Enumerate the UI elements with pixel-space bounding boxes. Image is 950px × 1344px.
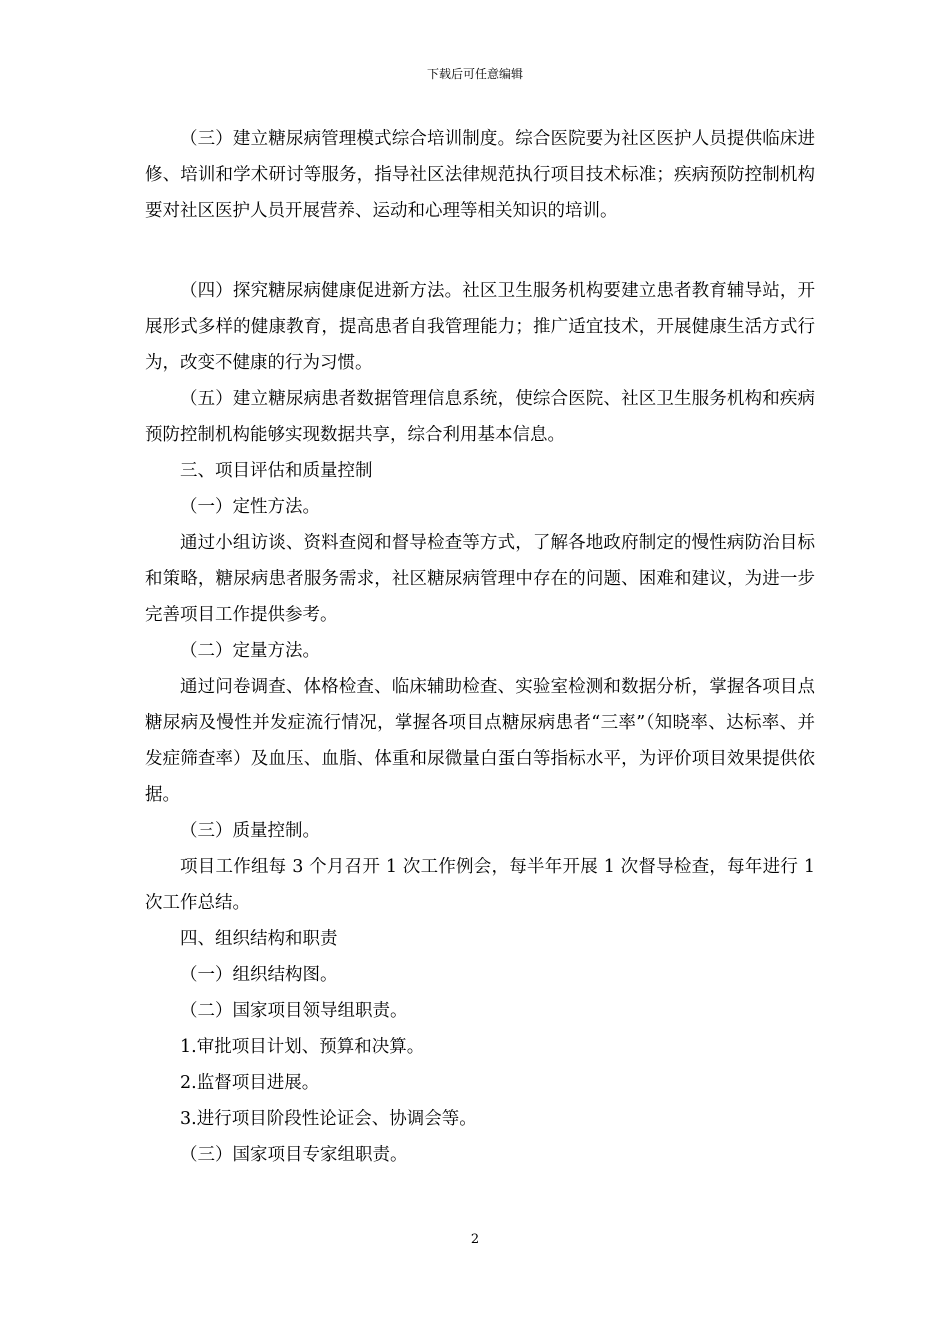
subheading-quality-control: （三）质量控制。 (180, 821, 320, 841)
page-header-note: 下载后可任意编辑 (426, 67, 523, 81)
subheading-expert-duties: （三）国家项目专家组职责。 (180, 1145, 408, 1165)
paragraph-data-system: （五）建立糖尿病患者数据管理信息系统，使综合医院、社区卫生服务机构和疾病预防控制机构能够实现数据共享，综合利用基本信息。 (145, 389, 815, 445)
subheading-qualitative: （一）定性方法。 (180, 497, 320, 517)
subheading-leadership-duties: （二）国家项目领导组职责。 (180, 1001, 408, 1021)
paragraph-qualitative: 通过小组访谈、资料查阅和督导检查等方式，了解各地政府制定的慢性病防治目标和策略，糖尿病患者服务需求，社区糖尿病管理中存在的问题、困难和建议，为进一步完善项目工作提供参考。 (145, 533, 815, 625)
paragraph-health-promotion: （四）探究糖尿病健康促进新方法。社区卫生服务机构要建立患者教育辅导站，开展形式多样的健康教育，提高患者自我管理能力；推广适宜技术，开展健康生活方式行为，改变不健康的行为习惯。 (145, 281, 815, 373)
list-item-meetings: 3.进行项目阶段性论证会、协调会等。 (180, 1109, 477, 1129)
document-body (145, 121, 815, 1173)
page-number: 2 (470, 1232, 480, 1247)
list-item-approve-plan: 1.审批项目计划、预算和决算。 (180, 1037, 425, 1057)
list-item-supervise-progress: 2.监督项目进展。 (180, 1073, 320, 1093)
section-heading-evaluation: 三、项目评估和质量控制 (180, 461, 373, 481)
paragraph-training-system: （三）建立糖尿病管理模式综合培训制度。综合医院要为社区医护人员提供临床进修、培训和学术研讨等服务，指导社区法律规范执行项目技术标准；疾病预防控制机构要对社区医护人员开展营养、运动和心理等相关知识的培训。 (145, 129, 815, 221)
subheading-quantitative: （二）定量方法。 (180, 641, 320, 661)
paragraph-gap (145, 229, 815, 273)
paragraph-quantitative: 通过问卷调查、体格检查、临床辅助检查、实验室检测和数据分析，掌握各项目点糖尿病及慢性并发症流行情况，掌握各项目点糖尿病患者“三率”（知晓率、达标率、并发症筛查率）及血压、血脂、体重和尿微量白蛋白等指标水平，为评价项目效果提供依据。 (145, 677, 815, 805)
section-heading-organization: 四、组织结构和职责 (180, 929, 338, 949)
subheading-org-chart: （一）组织结构图。 (180, 965, 338, 985)
paragraph-quality-control: 项目工作组每 3 个月召开 1 次工作例会，每半年开展 1 次督导检查，每年进行 1 次工作总结。 (145, 857, 815, 913)
